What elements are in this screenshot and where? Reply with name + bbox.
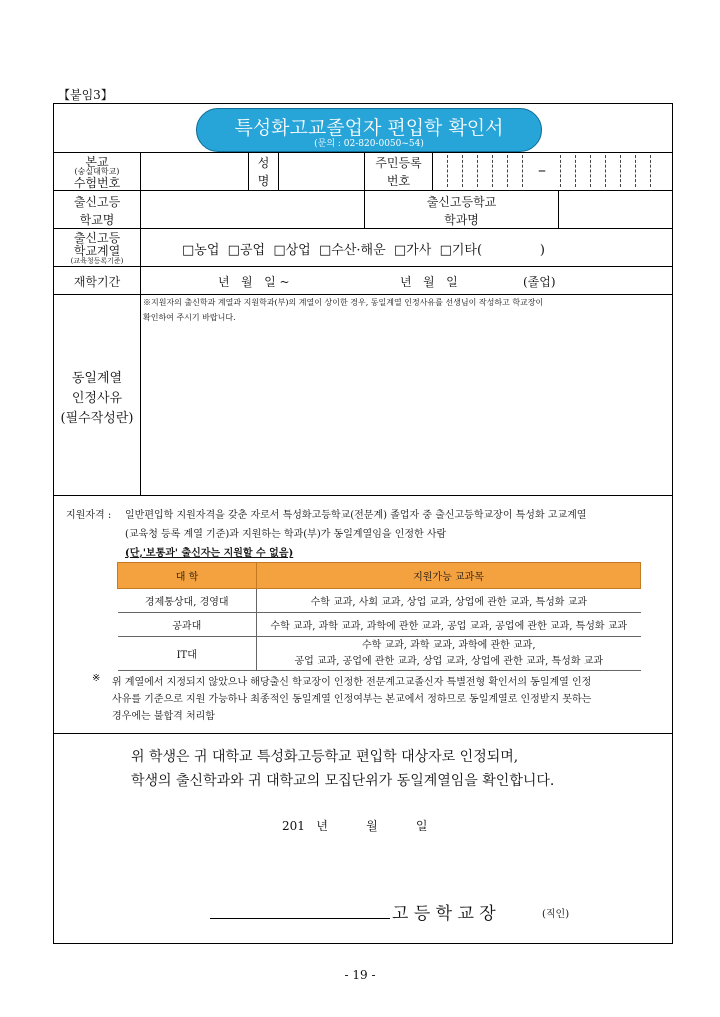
qualification-label: 지원자격 : <box>66 510 112 521</box>
subjects-cell: 수학 교과, 사회 교과, 상업 교과, 상업에 관한 교과, 특성화 교과 <box>257 589 641 613</box>
college-cell: 경제통상대, 경영대 <box>118 589 257 613</box>
school-label-2: 학교명 <box>79 213 115 227</box>
name-label-1: 성 <box>257 156 270 170</box>
college-cell: 공과대 <box>118 613 257 637</box>
college-cell: IT대 <box>118 637 257 671</box>
confirmation-line1: 위 학생은 귀 대학교 특성화고등학교 편입학 대상자로 인정되며, <box>131 749 519 765</box>
reason-note-2: 확인하여 주시기 바랍니다. <box>143 313 236 322</box>
notice-line1: 위 계열에서 지정되지 않았으나 해당출신 학교장이 인정한 전문계고교졸신자 특별전형 확인서의 동일계열 인정 <box>112 677 592 688</box>
period-from[interactable]: 년 월 일 ~ <box>218 275 290 289</box>
field-label-3: (교육청등록기준) <box>70 257 124 265</box>
dept-label-2: 학과명 <box>444 213 479 227</box>
reason-field[interactable] <box>142 326 670 493</box>
qualification-line3: (단,'보통과' 출신자는 지원할 수 없음) <box>125 548 294 559</box>
subjects-line: 수학 교과, 과학 교과, 과학에 관한 교과, <box>361 639 536 651</box>
dept-label-1: 출신고등학교 <box>426 195 497 209</box>
inquiry-phone: (문의 : 02-820-0050~54) <box>314 139 424 149</box>
name-field[interactable] <box>280 154 362 188</box>
signature-line <box>210 918 390 919</box>
subject-table <box>117 562 641 671</box>
notice-mark: ※ <box>92 673 101 684</box>
notice-line2: 사유를 기준으로 지원 가능하나 최종적인 동일계열 인정여부는 본교에서 정하므로 동일계열로 인정받지 못하는 <box>112 694 592 705</box>
page-number: - 19 - <box>344 968 376 982</box>
period-end: (졸업) <box>523 275 556 289</box>
reason-label-3: (필수작성란) <box>60 411 134 426</box>
rrn-label-2: 번호 <box>386 174 411 188</box>
confirmation-line2: 학생의 출신학과와 귀 대학교의 모집단위가 동일계열임을 확인합니다. <box>131 773 555 789</box>
reason-label-1: 동일계열 <box>71 371 123 386</box>
confirmation-date[interactable]: 201 년 월 일 <box>282 819 428 833</box>
field-options[interactable]: □농업 □공업 □상업 □수산·해운 □가사 □기타( ) <box>182 243 545 258</box>
form-title: 특성화고교졸업자 편입학 확인서 <box>234 117 504 139</box>
qualification-line2: (교육청 등록 계열 기준)과 지원하는 학과(부)가 동일계열임을 인정한 사람 <box>125 529 447 540</box>
qualification-line1: 일반편입학 지원자격을 갖춘 자로서 특성화고등학교(전문계) 졸업자 중 출신고등학교장이 특성화 고교계열 <box>125 510 587 521</box>
table-row <box>118 589 641 613</box>
table-row <box>118 637 641 671</box>
subjects-cell: 수학 교과, 과학 교과, 과학에 관한 교과, 공업 교과, 공업에 관한 교과, 특성화 교과 <box>257 613 641 637</box>
dept-name-field[interactable] <box>560 192 670 226</box>
exam-no-sub: (숭실대학교) <box>74 167 120 176</box>
col-header-subjects: 지원가능 교과목 <box>257 563 641 589</box>
period-label: 재학기간 <box>73 275 121 289</box>
reason-label-2: 인정사유 <box>71 391 123 406</box>
exam-no-label2: 수험번호 <box>73 176 121 190</box>
notice-line3: 경우에는 불합격 처리함 <box>112 711 215 722</box>
school-name-field[interactable] <box>142 192 362 226</box>
col-header-college: 대 학 <box>118 563 257 589</box>
subjects-line: 공업 교과, 공업에 관한 교과, 상업 교과, 상업에 관한 교과, 특성화 교과 <box>294 655 603 667</box>
rrn-label-1: 주민등록 <box>375 156 422 170</box>
reason-note-1: ※지원자의 출신학과 계열과 지원학과(부)의 계열이 상이한 경우, 동일계열 인정사유를 선생님이 작성하고 학교장이 <box>143 298 544 307</box>
principal-label: 고 등 학 교 장 <box>392 904 496 924</box>
attachment-label: 【붙임3】 <box>58 88 113 102</box>
table-row <box>118 613 641 637</box>
exam-no-field[interactable] <box>142 154 246 188</box>
period-to[interactable]: 년 월 일 <box>400 275 458 289</box>
rrn-dash: – <box>538 160 546 179</box>
exam-no-label: 본교 <box>85 155 109 169</box>
field-label-2: 학교계열 <box>73 244 121 258</box>
subjects-cell <box>257 637 641 671</box>
rrn-field[interactable] <box>434 154 670 188</box>
title-banner <box>196 108 542 152</box>
field-label-1: 출신고등 <box>73 231 121 245</box>
school-label-1: 출신고등 <box>73 195 121 209</box>
name-label-2: 명 <box>257 174 270 188</box>
seal-label: (직인) <box>542 909 570 920</box>
